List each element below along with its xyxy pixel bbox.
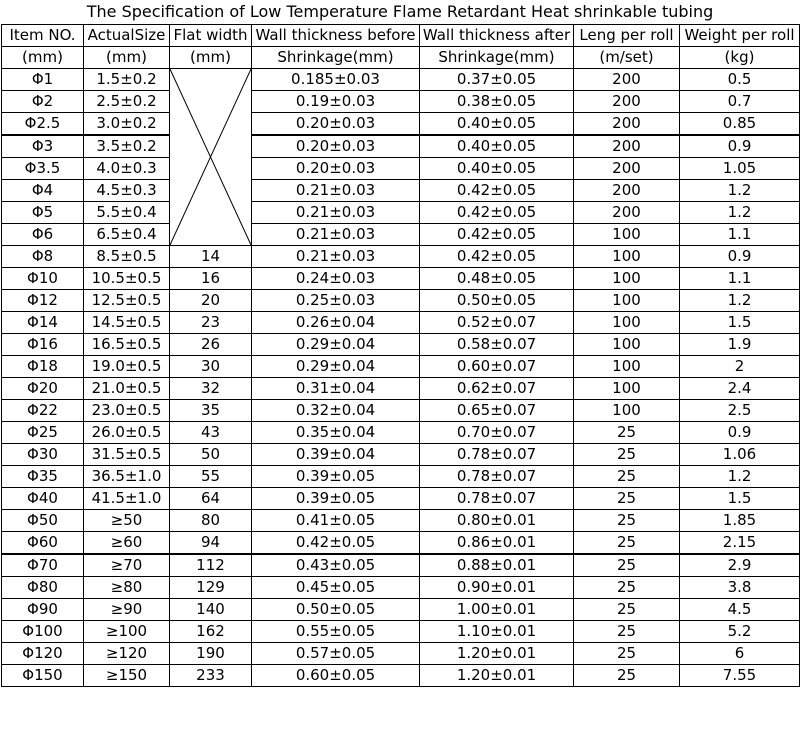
table-row	[2, 312, 800, 334]
cell-actual-size: ≥100	[84, 621, 170, 643]
cell-wall-before: 0.25±0.03	[252, 290, 420, 312]
cell-flat-width: 55	[170, 466, 252, 488]
table-row	[2, 91, 800, 113]
cell-actual-size: 19.0±0.5	[84, 356, 170, 378]
cell-item-no: Φ35	[2, 466, 84, 488]
cell-weight-per-roll: 1.85	[680, 510, 800, 532]
table-row	[2, 135, 800, 158]
cell-length-per-roll: 200	[574, 135, 680, 158]
cell-item-no: Φ3.5	[2, 158, 84, 180]
table-row	[2, 290, 800, 312]
table-row	[2, 400, 800, 422]
header-actual-size: ActualSize	[84, 25, 170, 47]
cell-length-per-roll: 100	[574, 356, 680, 378]
table-row	[2, 224, 800, 246]
cell-flat-width: 32	[170, 378, 252, 400]
cell-item-no: Φ1	[2, 69, 84, 91]
cell-length-per-roll: 25	[574, 554, 680, 577]
document-title: The Specification of Low Temperature Flame Retardant Heat shrinkable tubing	[86, 2, 714, 21]
table-row	[2, 488, 800, 510]
cell-wall-before: 0.39±0.05	[252, 466, 420, 488]
cell-wall-before: 0.24±0.03	[252, 268, 420, 290]
cell-weight-per-roll: 2	[680, 356, 800, 378]
table-row	[2, 532, 800, 555]
table-row	[2, 113, 800, 136]
cell-flat-width: 129	[170, 577, 252, 599]
cell-item-no: Φ12	[2, 290, 84, 312]
cell-weight-per-roll: 1.5	[680, 488, 800, 510]
cell-wall-after: 0.42±0.05	[420, 202, 574, 224]
cell-flat-width: 140	[170, 599, 252, 621]
cell-item-no: Φ4	[2, 180, 84, 202]
cell-flat-width: 43	[170, 422, 252, 444]
cell-wall-before: 0.21±0.03	[252, 246, 420, 268]
cell-actual-size: 5.5±0.4	[84, 202, 170, 224]
table-row	[2, 180, 800, 202]
cell-length-per-roll: 100	[574, 334, 680, 356]
cell-wall-after: 0.40±0.05	[420, 158, 574, 180]
cell-length-per-roll: 100	[574, 246, 680, 268]
table-row	[2, 422, 800, 444]
table-row	[2, 599, 800, 621]
cell-actual-size: 1.5±0.2	[84, 69, 170, 91]
cell-flat-width: 190	[170, 643, 252, 665]
cell-actual-size: 41.5±1.0	[84, 488, 170, 510]
cell-actual-size: 31.5±0.5	[84, 444, 170, 466]
cell-item-no: Φ16	[2, 334, 84, 356]
cell-item-no: Φ3	[2, 135, 84, 158]
cell-flat-width: 14	[170, 246, 252, 268]
cell-actual-size: 3.0±0.2	[84, 113, 170, 136]
cell-length-per-roll: 100	[574, 400, 680, 422]
cell-length-per-roll: 100	[574, 224, 680, 246]
cell-length-per-roll: 25	[574, 621, 680, 643]
table-row	[2, 466, 800, 488]
cell-weight-per-roll: 1.1	[680, 224, 800, 246]
cell-actual-size: 12.5±0.5	[84, 290, 170, 312]
flat-width-not-applicable	[170, 69, 252, 246]
cell-actual-size: 3.5±0.2	[84, 135, 170, 158]
cell-item-no: Φ14	[2, 312, 84, 334]
header-actual-size-unit: (mm)	[84, 47, 170, 69]
table-row	[2, 268, 800, 290]
cell-wall-after: 0.86±0.01	[420, 532, 574, 555]
cell-length-per-roll: 25	[574, 599, 680, 621]
cell-wall-after: 1.00±0.01	[420, 599, 574, 621]
cell-flat-width: 64	[170, 488, 252, 510]
cell-item-no: Φ100	[2, 621, 84, 643]
cell-wall-before: 0.41±0.05	[252, 510, 420, 532]
header-flat-width: Flat width	[170, 25, 252, 47]
cell-wall-before: 0.21±0.03	[252, 180, 420, 202]
cell-item-no: Φ10	[2, 268, 84, 290]
cell-wall-after: 0.40±0.05	[420, 135, 574, 158]
cell-actual-size: 2.5±0.2	[84, 91, 170, 113]
cell-weight-per-roll: 0.9	[680, 135, 800, 158]
cell-wall-before: 0.50±0.05	[252, 599, 420, 621]
table-row	[2, 444, 800, 466]
cell-length-per-roll: 25	[574, 532, 680, 555]
cell-weight-per-roll: 2.4	[680, 378, 800, 400]
cell-flat-width: 23	[170, 312, 252, 334]
cell-flat-width: 162	[170, 621, 252, 643]
cell-wall-after: 0.42±0.05	[420, 224, 574, 246]
cell-actual-size: ≥70	[84, 554, 170, 577]
table-row	[2, 510, 800, 532]
cell-actual-size: 36.5±1.0	[84, 466, 170, 488]
cell-wall-before: 0.45±0.05	[252, 577, 420, 599]
cell-wall-before: 0.60±0.05	[252, 665, 420, 687]
cell-wall-after: 0.90±0.01	[420, 577, 574, 599]
cell-wall-after: 0.52±0.07	[420, 312, 574, 334]
cell-wall-after: 0.88±0.01	[420, 554, 574, 577]
cell-weight-per-roll: 2.9	[680, 554, 800, 577]
cell-weight-per-roll: 7.55	[680, 665, 800, 687]
cell-wall-after: 0.38±0.05	[420, 91, 574, 113]
table-row	[2, 621, 800, 643]
cell-wall-before: 0.185±0.03	[252, 69, 420, 91]
cell-flat-width: 30	[170, 356, 252, 378]
cell-flat-width: 112	[170, 554, 252, 577]
header-item-no-unit: (mm)	[2, 47, 84, 69]
cell-item-no: Φ2	[2, 91, 84, 113]
cell-wall-after: 0.70±0.07	[420, 422, 574, 444]
cell-length-per-roll: 100	[574, 290, 680, 312]
cell-wall-before: 0.21±0.03	[252, 224, 420, 246]
cell-weight-per-roll: 0.85	[680, 113, 800, 136]
cell-weight-per-roll: 1.1	[680, 268, 800, 290]
cell-actual-size: 10.5±0.5	[84, 268, 170, 290]
cell-wall-before: 0.55±0.05	[252, 621, 420, 643]
cell-length-per-roll: 25	[574, 466, 680, 488]
cell-wall-before: 0.20±0.03	[252, 158, 420, 180]
table-row	[2, 246, 800, 268]
cell-weight-per-roll: 4.5	[680, 599, 800, 621]
cell-wall-before: 0.39±0.04	[252, 444, 420, 466]
cell-actual-size: ≥120	[84, 643, 170, 665]
cell-wall-before: 0.42±0.05	[252, 532, 420, 555]
cell-length-per-roll: 25	[574, 444, 680, 466]
cell-item-no: Φ22	[2, 400, 84, 422]
cell-actual-size: 8.5±0.5	[84, 246, 170, 268]
cell-actual-size: ≥150	[84, 665, 170, 687]
cell-length-per-roll: 200	[574, 91, 680, 113]
cell-weight-per-roll: 6	[680, 643, 800, 665]
cell-wall-before: 0.29±0.04	[252, 356, 420, 378]
spec-table	[1, 24, 800, 687]
cell-wall-after: 1.20±0.01	[420, 643, 574, 665]
cell-item-no: Φ60	[2, 532, 84, 555]
cell-wall-before: 0.20±0.03	[252, 135, 420, 158]
cell-flat-width: 35	[170, 400, 252, 422]
cell-wall-after: 1.10±0.01	[420, 621, 574, 643]
table-row	[2, 69, 800, 91]
cell-weight-per-roll: 2.15	[680, 532, 800, 555]
cell-item-no: Φ6	[2, 224, 84, 246]
cell-wall-before: 0.31±0.04	[252, 378, 420, 400]
cell-flat-width: 16	[170, 268, 252, 290]
header-item-no: Item NO.	[2, 25, 84, 47]
header-wall-before: Wall thickness before	[252, 25, 420, 47]
cell-item-no: Φ80	[2, 577, 84, 599]
cell-flat-width: 94	[170, 532, 252, 555]
table-row	[2, 356, 800, 378]
cell-weight-per-roll: 1.05	[680, 158, 800, 180]
cell-length-per-roll: 200	[574, 180, 680, 202]
cell-wall-after: 0.78±0.07	[420, 466, 574, 488]
header-weight-per-roll-unit: (kg)	[680, 47, 800, 69]
cell-wall-after: 0.58±0.07	[420, 334, 574, 356]
cell-length-per-roll: 200	[574, 202, 680, 224]
cell-item-no: Φ70	[2, 554, 84, 577]
cell-weight-per-roll: 1.5	[680, 312, 800, 334]
cell-item-no: Φ50	[2, 510, 84, 532]
cell-actual-size: 26.0±0.5	[84, 422, 170, 444]
cell-length-per-roll: 25	[574, 422, 680, 444]
cell-length-per-roll: 100	[574, 268, 680, 290]
cell-length-per-roll: 25	[574, 510, 680, 532]
cell-weight-per-roll: 1.06	[680, 444, 800, 466]
cell-actual-size: 4.5±0.3	[84, 180, 170, 202]
cell-length-per-roll: 200	[574, 113, 680, 136]
cell-weight-per-roll: 1.9	[680, 334, 800, 356]
cell-item-no: Φ18	[2, 356, 84, 378]
cell-wall-after: 0.37±0.05	[420, 69, 574, 91]
cell-length-per-roll: 25	[574, 665, 680, 687]
cell-flat-width: 80	[170, 510, 252, 532]
cell-wall-before: 0.26±0.04	[252, 312, 420, 334]
cell-flat-width: 20	[170, 290, 252, 312]
cell-weight-per-roll: 1.2	[680, 290, 800, 312]
cell-wall-after: 0.78±0.07	[420, 488, 574, 510]
cell-wall-after: 0.48±0.05	[420, 268, 574, 290]
cell-flat-width: 26	[170, 334, 252, 356]
cell-wall-after: 0.62±0.07	[420, 378, 574, 400]
cell-wall-after: 0.42±0.05	[420, 180, 574, 202]
cell-actual-size: 23.0±0.5	[84, 400, 170, 422]
cell-item-no: Φ25	[2, 422, 84, 444]
cell-length-per-roll: 25	[574, 488, 680, 510]
cell-weight-per-roll: 0.7	[680, 91, 800, 113]
cell-actual-size: 4.0±0.3	[84, 158, 170, 180]
cell-length-per-roll: 200	[574, 69, 680, 91]
header-flat-width-unit: (mm)	[170, 47, 252, 69]
table-row	[2, 643, 800, 665]
cell-actual-size: 16.5±0.5	[84, 334, 170, 356]
table-row	[2, 665, 800, 687]
cell-wall-before: 0.39±0.05	[252, 488, 420, 510]
header-wall-before-unit: Shrinkage(mm)	[252, 47, 420, 69]
cell-length-per-roll: 100	[574, 312, 680, 334]
cell-wall-before: 0.57±0.05	[252, 643, 420, 665]
cell-actual-size: 6.5±0.4	[84, 224, 170, 246]
cell-item-no: Φ30	[2, 444, 84, 466]
cell-wall-before: 0.20±0.03	[252, 113, 420, 136]
header-weight-per-roll: Weight per roll	[680, 25, 800, 47]
cell-weight-per-roll: 0.5	[680, 69, 800, 91]
cell-weight-per-roll: 0.9	[680, 422, 800, 444]
cell-length-per-roll: 200	[574, 158, 680, 180]
cell-item-no: Φ2.5	[2, 113, 84, 136]
cell-flat-width: 50	[170, 444, 252, 466]
cell-length-per-roll: 100	[574, 378, 680, 400]
table-row	[2, 202, 800, 224]
cell-wall-after: 0.60±0.07	[420, 356, 574, 378]
cell-wall-before: 0.21±0.03	[252, 202, 420, 224]
spec-table-body	[2, 69, 800, 687]
header-length-per-roll: Leng per roll	[574, 25, 680, 47]
table-row	[2, 554, 800, 577]
cell-item-no: Φ120	[2, 643, 84, 665]
cell-wall-before: 0.35±0.04	[252, 422, 420, 444]
cell-weight-per-roll: 5.2	[680, 621, 800, 643]
cell-item-no: Φ150	[2, 665, 84, 687]
cell-wall-after: 0.50±0.05	[420, 290, 574, 312]
cell-wall-after: 0.42±0.05	[420, 246, 574, 268]
cell-weight-per-roll: 2.5	[680, 400, 800, 422]
table-row	[2, 378, 800, 400]
table-row	[2, 577, 800, 599]
cell-wall-after: 0.80±0.01	[420, 510, 574, 532]
cell-flat-width: 233	[170, 665, 252, 687]
cell-wall-after: 0.65±0.07	[420, 400, 574, 422]
spec-table-header	[2, 25, 800, 69]
cell-item-no: Φ20	[2, 378, 84, 400]
cell-actual-size: ≥60	[84, 532, 170, 555]
cell-wall-after: 0.78±0.07	[420, 444, 574, 466]
cell-item-no: Φ90	[2, 599, 84, 621]
cell-weight-per-roll: 1.2	[680, 466, 800, 488]
header-wall-after-unit: Shrinkage(mm)	[420, 47, 574, 69]
cell-weight-per-roll: 3.8	[680, 577, 800, 599]
cell-weight-per-roll: 1.2	[680, 180, 800, 202]
cell-actual-size: ≥80	[84, 577, 170, 599]
table-row	[2, 334, 800, 356]
cell-item-no: Φ8	[2, 246, 84, 268]
header-length-per-roll-unit: (m/set)	[574, 47, 680, 69]
cell-length-per-roll: 25	[574, 643, 680, 665]
cell-actual-size: 14.5±0.5	[84, 312, 170, 334]
table-row	[2, 158, 800, 180]
cell-actual-size: ≥90	[84, 599, 170, 621]
header-wall-after: Wall thickness after	[420, 25, 574, 47]
cell-weight-per-roll: 1.2	[680, 202, 800, 224]
cell-length-per-roll: 25	[574, 577, 680, 599]
cell-wall-before: 0.32±0.04	[252, 400, 420, 422]
cell-wall-after: 0.40±0.05	[420, 113, 574, 136]
cell-wall-before: 0.43±0.05	[252, 554, 420, 577]
cell-wall-before: 0.19±0.03	[252, 91, 420, 113]
cell-actual-size: 21.0±0.5	[84, 378, 170, 400]
cell-weight-per-roll: 0.9	[680, 246, 800, 268]
cell-actual-size: ≥50	[84, 510, 170, 532]
cell-wall-before: 0.29±0.04	[252, 334, 420, 356]
cell-wall-after: 1.20±0.01	[420, 665, 574, 687]
cell-item-no: Φ40	[2, 488, 84, 510]
cell-item-no: Φ5	[2, 202, 84, 224]
